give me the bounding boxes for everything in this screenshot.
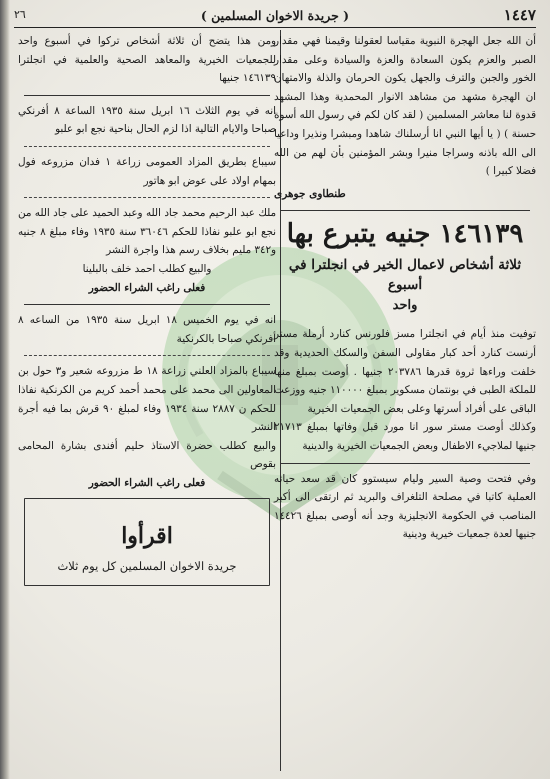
newspaper-name: ( جريدة الاخوان المسلمين ) xyxy=(200,8,350,23)
subheadline: ثلاثة أشخاص لاعمال الخير في انجلترا في أسبوع xyxy=(288,257,522,294)
article-paragraph: أن الله جعل الهجرة النبوية مقياسا لعقولنا وقيمنا فهي مقدار الصبر والعزم يكون السعادة والعزة والسيادة وعلى مقدار الخور والجبن والترف والجهل يكون الحرمان والذلة والامتهان ان الهجرة مشهد من مشاهد الانوار المحمدية وهذا المشهد قدوة لنا معاشر المسلمين ( لقد كان لكم في رسول الله أسوة حسنة ) ( يا أيها النبي انا أرسلناك شاهدا ومبشرا ونذيرا وداعيا الى الله باذنه وسراجا منيرا وبشر المؤمنين بأن لهم من الله فضلا كبيرا ) xyxy=(274,35,536,178)
intro-paragraph: ومن هذا يتضح أن ثلاثة أشخاص تركوا في أسبوع واحد للجمعيات الخيرية والمعاهد الصحية والعلمية في انجلترا ١٤٦١٣٩ جنيها xyxy=(18,35,276,85)
notice-divider xyxy=(24,146,270,147)
notice-1-line-2: ملك عبد الرحيم محمد جاد الله وعبد الحميد على جاد الله من نجع ابو علبو نفاذا للحكم ٣٦٠٤٦ سنة ١٩٣٥ وفاء مبلغ ٨ جنيه و٣٤٢ مليم بخلاف رسم هذا واجرة النشر xyxy=(18,207,276,257)
news-paragraph-2: وكذلك أوصت مستر سور انا مورد قبل وفاتها بمبلغ ٢١٧١٣ جنيها لملاجيء الاطفال وبعض الجمعيات الخيرية والدينية xyxy=(274,421,536,452)
notice-1-line-3: والبيع كطلب احمد خلف بالبلينا xyxy=(82,262,212,275)
subheadline-continuation: واحد xyxy=(392,298,418,314)
notice-1-closing: فعلى راغب الشراء الحضور xyxy=(88,281,206,294)
headline: ١٤٦١٣٩ جنيه يتبرع بها xyxy=(286,219,524,250)
issue-number: ١٤٤٧ xyxy=(503,6,536,24)
ad-box xyxy=(24,498,270,586)
notice-2-paragraph: انه في يوم الخميس ١٨ ابريل سنة ١٩٣٥ من الساعه ٨ أفرنكي صباحا بالكرنكية xyxy=(18,314,276,345)
news-paragraph-3: وفي فتحت وصية السير وليام سيستوو كان قد سعد حياته العملية كاتبا في مصلحة التلغراف والبريد ثم ارتقى الى أكبر المناصب في الحكومة الانجليزية وجد أنه أوصى بمبلغ ١٤٤٢٦ جنيها لعدة جمعيات خيرية ودينية xyxy=(274,472,536,541)
left-column xyxy=(18,32,276,586)
section-divider xyxy=(280,210,530,211)
ad-heading: اقرأوا xyxy=(121,523,173,550)
ad-text: جريدة الاخوان المسلمين كل يوم ثلاث xyxy=(57,559,237,574)
notice-2-line-1: سيباع بالمزاد العلني زراعة ١٨ ط مزروعه شعير و٣ حول بن المعاولين الى محمد على محمد أحمد كريم من الكرنكية نفاذا للحكم ن ٢٨٨٧ سنة ١٩٣٤ وفاء لمبلغ ٩٠ قرش بما فيه أجرة النشر xyxy=(18,365,276,434)
right-column xyxy=(274,32,536,544)
news-paragraph-1: توفيت منذ أيام في انجلترا مسز فلورنس كنارد أرملة مستر أرنست كنارد أحد كبار مقاولى السفن والسكك الحديدية وقد خلفت وراءها ثروة قدرها ٢٠٣٧٨٦ جنيها . أوصت بمبلغ منها للملكة الطبى في بونتمان مسكوير بمبلغ ١١٠٠٠٠ جنيه ووزعت الباقى على أفراد أسرتها وعلى بعض الجمعيات الخيرية xyxy=(274,328,536,415)
notice-2-line-2: والبيع كطلب حضرة الاستاذ حليم أفندى بشارة المحامى بقوص xyxy=(18,439,276,471)
page-header xyxy=(14,6,536,28)
notice-2-closing: فعلى راغب الشراء الحضور xyxy=(88,476,206,489)
notice-1-paragraph: انه في يوم الثلاث ١٦ ابريل سنة ١٩٣٥ الساعة ٨ أفرنكي صباحا والايام التالية اذا لزم الحال بناحية نجع ابو علبو xyxy=(18,104,276,136)
notice-1-line-1: سيباع بطريق المزاد العمومى زراعة ١ فدان مزروعه فول بمهام اولاد على عوض ابو هاتور xyxy=(18,155,276,187)
section-divider xyxy=(24,95,270,96)
header-divider xyxy=(14,27,536,28)
article-signature: طنطاوى جوهرى xyxy=(274,187,346,200)
notice-divider xyxy=(24,355,270,356)
section-divider xyxy=(280,463,530,464)
section-divider xyxy=(24,304,270,305)
notice-divider xyxy=(24,197,270,198)
page-number: ٢٦ xyxy=(14,8,26,21)
